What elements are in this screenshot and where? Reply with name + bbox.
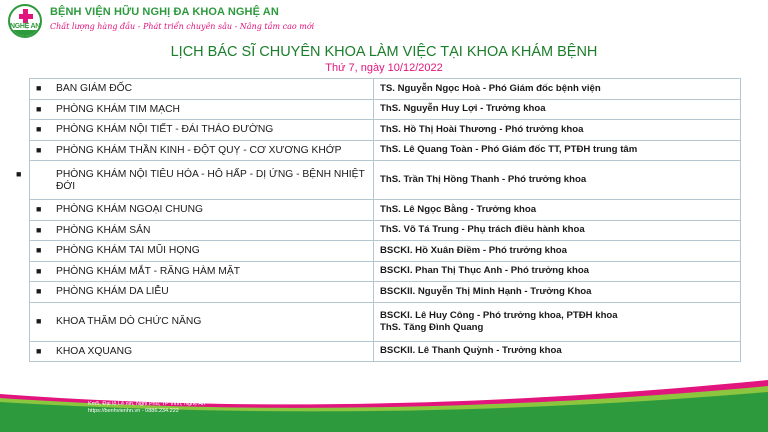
bullet-icon: ■: [36, 103, 42, 114]
table-row: [30, 220, 741, 241]
department-name: PHÒNG KHÁM DA LIỄU: [56, 286, 169, 298]
department-name: PHÒNG KHÁM NỘI TIẾT - ĐÁI THÁO ĐƯỜNG: [56, 124, 274, 136]
bullet-icon: ■: [36, 316, 42, 326]
department-cell: [30, 282, 374, 303]
table-row: [30, 241, 741, 262]
footer-hospital-name: BỆNH VIỆN HỮU NGHỊ ĐA KHOA NGHỆ AN: [88, 394, 200, 400]
department-cell: [30, 120, 374, 141]
department-name: PHÒNG KHÁM SẢN: [56, 224, 151, 236]
department-name: KHOA XQUANG: [56, 345, 133, 357]
department-name: PHÒNG KHÁM TIM MẠCH: [56, 103, 180, 115]
department-cell: [30, 302, 374, 341]
page-header: [0, 0, 768, 42]
table-row: [30, 99, 741, 120]
doctor-cell: ThS. Lê Ngọc Bằng - Trưởng khoa: [374, 200, 741, 221]
page-title: LỊCH BÁC SĨ CHUYÊN KHOA LÀM VIỆC TẠI KHOA KHÁM BỆNH: [170, 44, 598, 60]
department-name: BAN GIÁM ĐỐC: [56, 83, 133, 95]
table-row: [30, 261, 741, 282]
doctor-cell: BSCKII. Lê Thanh Quỳnh - Trưởng khoa: [374, 341, 741, 362]
department-cell: [30, 99, 374, 120]
department-name: KHOA THĂM DÒ CHỨC NĂNG: [56, 316, 202, 327]
footer-contact: https://benhvienhn.vn - 0886.234.222: [88, 408, 179, 414]
bullet-icon: ■: [36, 345, 42, 356]
table-row: [30, 341, 741, 362]
schedule-date: Thứ 7, ngày 10/12/2022: [325, 62, 443, 74]
doctor-cell: BSCKI. Phan Thị Thục Anh - Phó trưởng khoa: [374, 261, 741, 282]
cross-icon-bar: [19, 14, 33, 19]
schedule-table: [16, 78, 741, 362]
doctor-line: ThS. Tăng Đình Quang: [380, 321, 484, 333]
bullet-icon: ■: [36, 265, 42, 276]
bullet-icon: ■: [36, 224, 42, 235]
table-row: [30, 161, 741, 200]
department-cell: [30, 220, 374, 241]
doctor-cell: BSCKI. Hồ Xuân Điềm - Phó trưởng khoa: [374, 241, 741, 262]
department-cell: [30, 200, 374, 221]
doctor-cell: TS. Nguyễn Ngọc Hoà - Phó Giám đốc bệnh viện: [374, 79, 741, 100]
hospital-name: BỆNH VIỆN HỮU NGHỊ ĐA KHOA NGHỆ AN: [50, 6, 279, 18]
hospital-slogan: Chất lượng hàng đầu - Phát triển chuyên sâu - Nâng tầm cao mới: [50, 22, 315, 31]
table-row: [30, 140, 741, 161]
department-name: PHÒNG KHÁM THẦN KINH - ĐỘT QUỴ - CƠ XƯƠNG KHỚP: [56, 144, 342, 156]
doctor-cell: BSCKII. Nguyễn Thị Minh Hạnh - Trưởng Khoa: [374, 282, 741, 303]
doctor-cell: ThS. Hồ Thị Hoài Thương - Phó trưởng khoa: [374, 120, 741, 141]
department-cell: [30, 241, 374, 262]
table-row: [30, 79, 741, 100]
doctor-cell: [374, 302, 741, 341]
footer-address: Km5, Đại lộ Lê nin, Nghi Phú, TP Vinh, Nghệ An: [88, 401, 206, 407]
doctor-cell: ThS. Lê Quang Toàn - Phó Giám đốc TT, PTĐH trung tâm: [374, 140, 741, 161]
table-row: [30, 302, 741, 341]
footer-info: [88, 394, 205, 415]
doctor-line: BSCKI. Lê Huy Công - Phó trưởng khoa, PTĐH khoa: [380, 309, 618, 321]
table-row: [30, 120, 741, 141]
table-row: [30, 200, 741, 221]
doctor-cell: ThS. Trần Thị Hồng Thanh - Phó trưởng khoa: [374, 161, 741, 200]
table-row: [30, 282, 741, 303]
bullet-icon: ■: [36, 245, 42, 256]
department-cell: [30, 261, 374, 282]
department-name: PHÒNG KHÁM MẮT - RĂNG HÀM MẶT: [56, 265, 241, 277]
bullet-icon: ■: [16, 168, 22, 179]
doctor-cell: ThS. Nguyễn Huy Lợi - Trưởng khoa: [374, 99, 741, 120]
department-name: PHÒNG KHÁM NGOẠI CHUNG: [56, 204, 204, 216]
logo-text: NGHỆ AN: [10, 23, 40, 30]
department-cell: [16, 161, 374, 200]
hospital-logo: [8, 4, 42, 38]
bullet-icon: ■: [36, 204, 42, 215]
department-cell: [30, 341, 374, 362]
bullet-icon: ■: [36, 286, 42, 297]
department-name: PHÒNG KHÁM NỘI TIÊU HÓA - HÔ HẤP - DỊ ỨNG - BỆNH NHIỆT ĐỚI: [56, 168, 365, 192]
department-cell: [30, 140, 374, 161]
department-name: PHÒNG KHÁM TAI MŨI HỌNG: [56, 245, 200, 257]
logo-band: [10, 30, 40, 38]
bullet-icon: ■: [36, 124, 42, 135]
doctor-cell: ThS. Võ Tá Trung - Phụ trách điều hành khoa: [374, 220, 741, 241]
bullet-icon: ■: [36, 144, 42, 155]
department-cell: [30, 79, 374, 100]
bullet-icon: ■: [36, 83, 42, 94]
